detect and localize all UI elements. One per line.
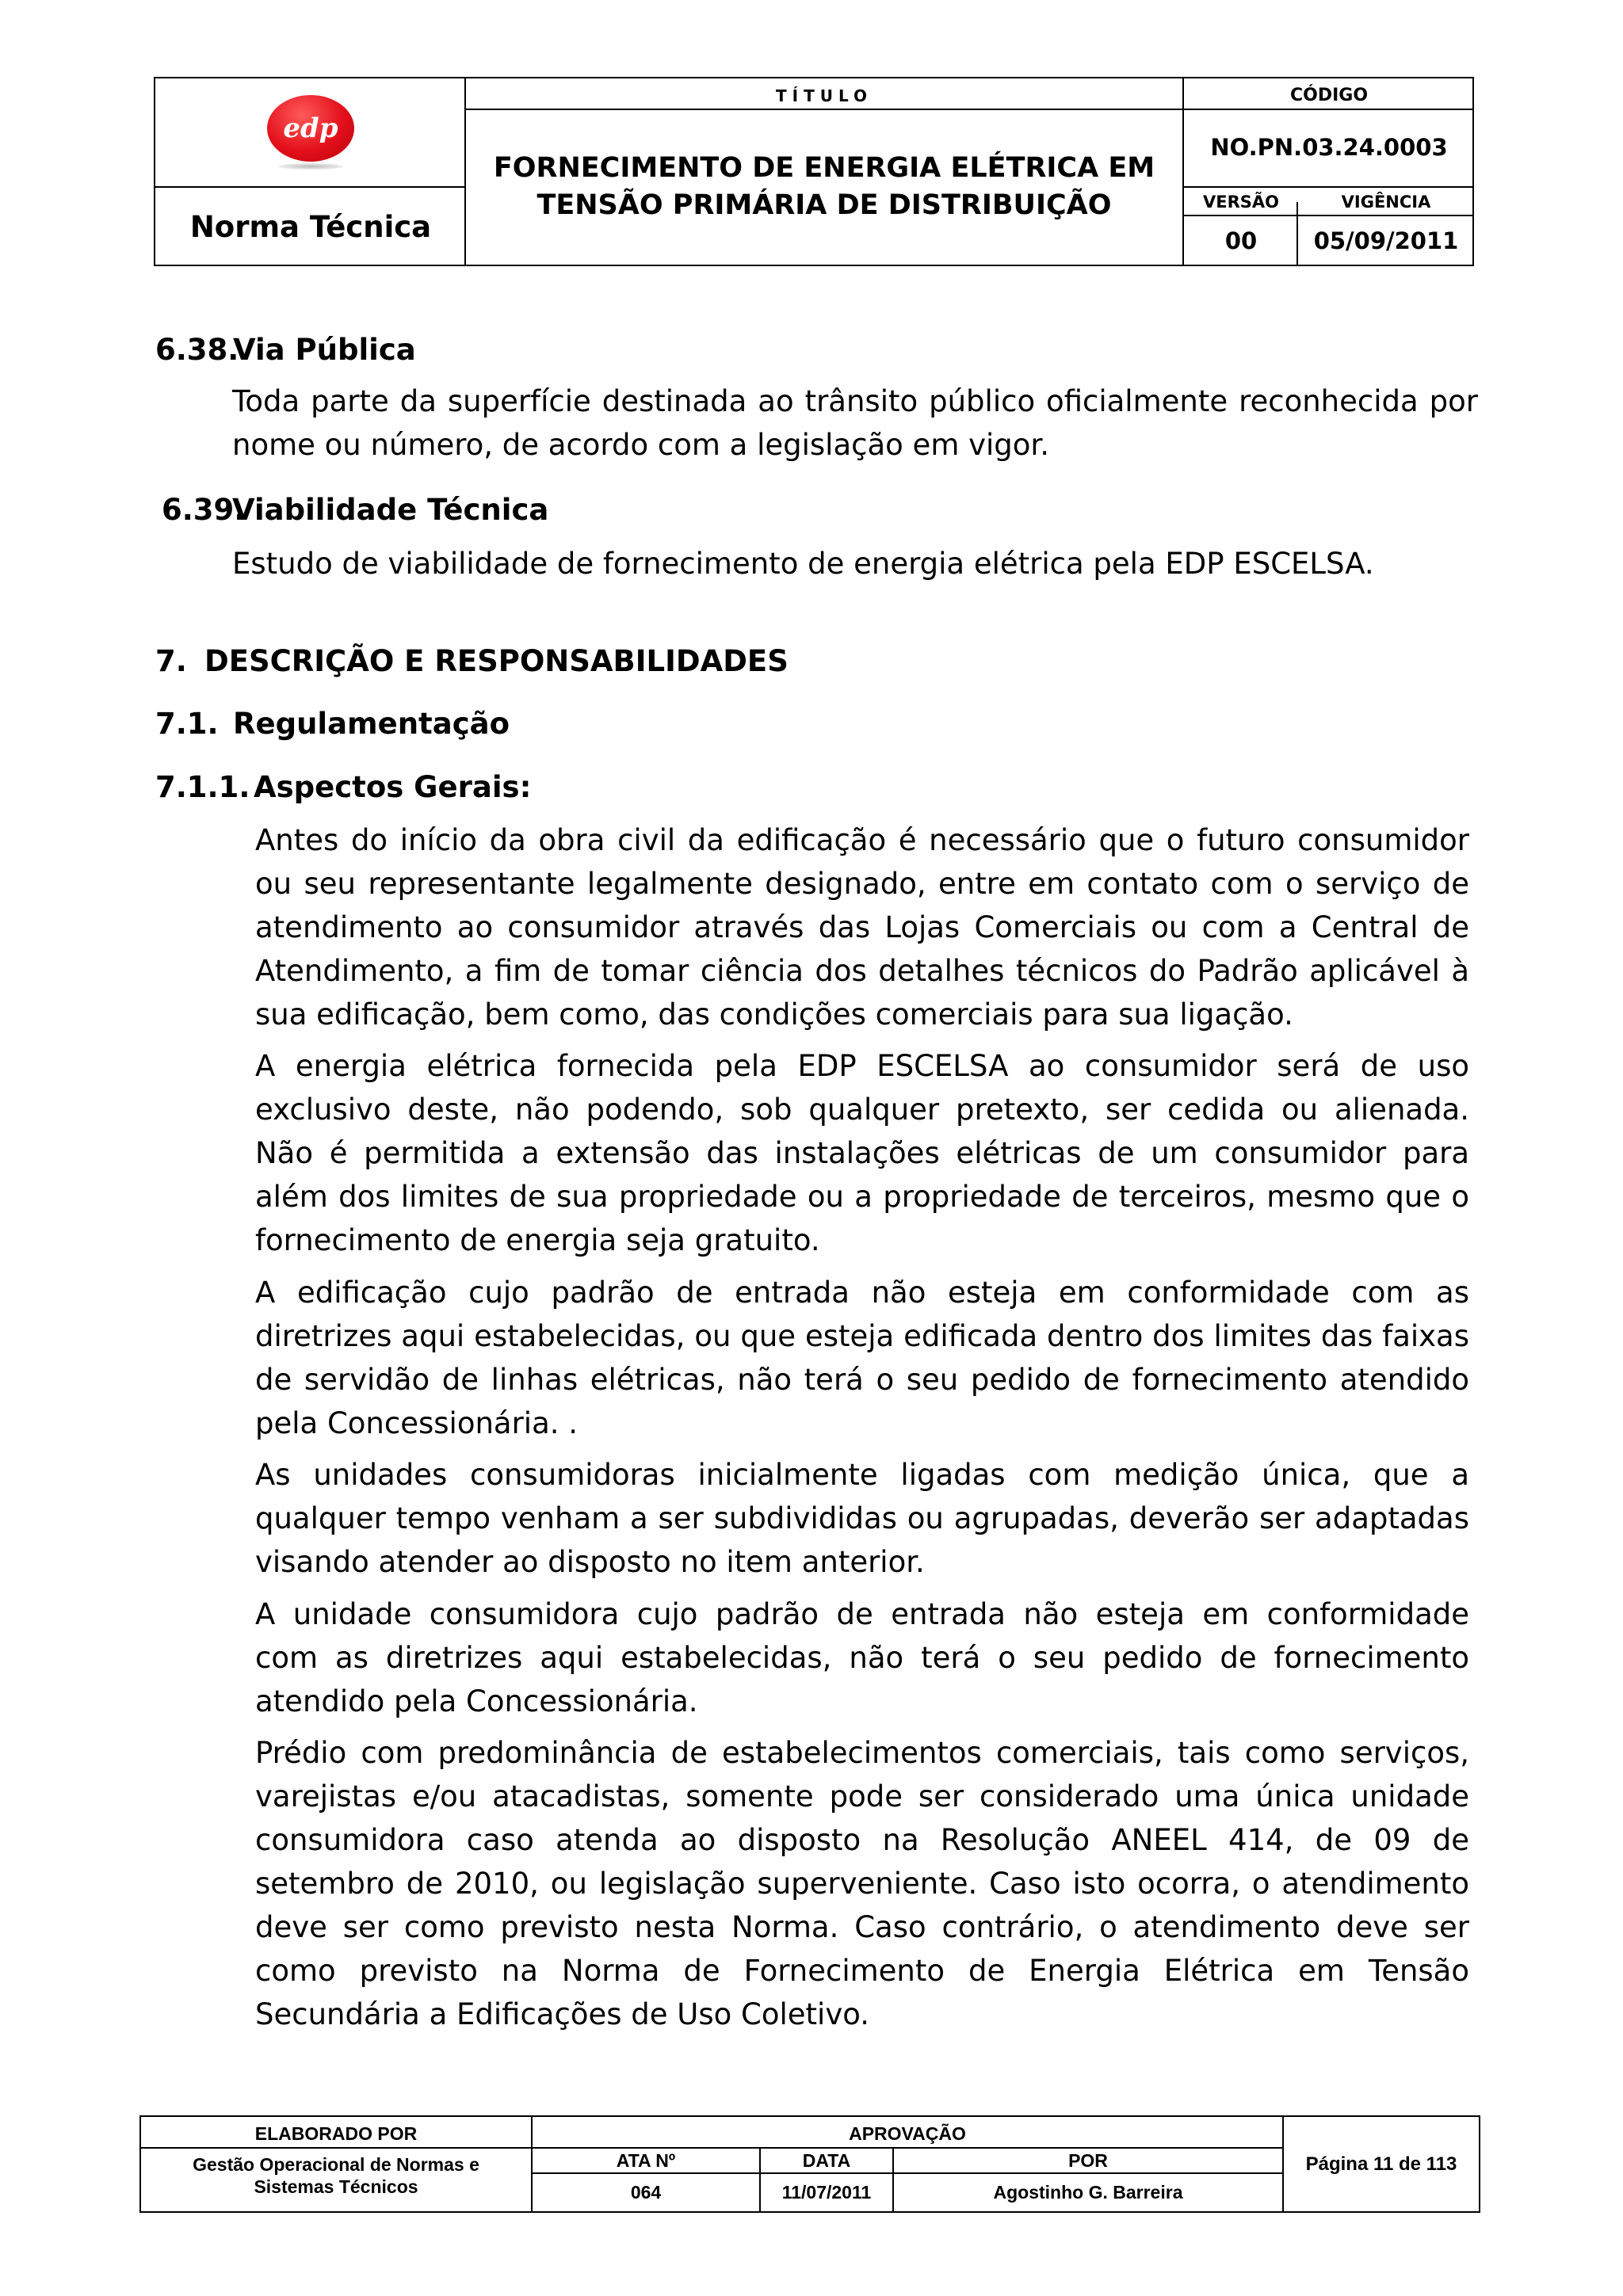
prepared-by: [141, 2153, 531, 2198]
text-line: como previsto na Norma de Fornecimento de Energia Elétrica em Tensão: [255, 1954, 1469, 1988]
text-line: nome ou número, de acordo com a legislação em vigor.: [232, 428, 1049, 462]
heading-number: 6.38.: [155, 333, 239, 367]
approved-by: Agostinho G. Barreira: [993, 2182, 1183, 2203]
text-line: Estudo de viabilidade de fornecimento de energia elétrica pela EDP ESCELSA.: [232, 547, 1374, 581]
heading-7-1-1: [155, 770, 532, 804]
document-title: [466, 150, 1182, 224]
heading-number: 7.1.1.: [155, 770, 250, 804]
heading-title: Viabilidade Técnica: [232, 493, 549, 527]
version-value: 00: [1224, 227, 1258, 254]
text-line: A unidade consumidora cujo padrão de entrada não esteja em conformidade: [255, 1597, 1469, 1631]
text-line: atendido pela Concessionária.: [255, 1684, 698, 1718]
heading-7: [155, 644, 789, 678]
validity-value: 05/09/2011: [1313, 227, 1459, 254]
date-label: DATA: [802, 2150, 851, 2171]
paragraph: [255, 818, 1469, 1036]
heading-number: 6.39.: [162, 493, 246, 527]
text-line: Toda parte da superfície destinada ao trânsito público oficialmente reconhecida por: [232, 384, 1478, 418]
heading-title: Regulamentação: [233, 707, 510, 741]
approved-by-label: POR: [1068, 2150, 1108, 2171]
text-line: deve ser como previsto nesta Norma. Caso contrário, o atendimento deve ser: [255, 1910, 1469, 1944]
logo-area: [155, 78, 466, 188]
text-line: As unidades consumidoras inicialmente ligadas com medição única, que a: [255, 1458, 1469, 1492]
text-line: A edificação cujo padrão de entrada não esteja em conformidade com as: [255, 1276, 1469, 1310]
text-line: fornecimento de energia seja gratuito.: [255, 1223, 820, 1257]
heading-number: 7.: [155, 644, 187, 678]
text-line: qualquer tempo venham a ser subdivididas ou agrupadas, deverão ser adaptadas: [255, 1501, 1469, 1535]
paragraph: [255, 1731, 1469, 2036]
prepared-by-line-1: Gestão Operacional de Normas e: [193, 2154, 479, 2175]
text-line: Prédio com predominância de estabelecimentos comerciais, tais como serviços,: [255, 1736, 1469, 1770]
text-line: Atendimento, a fim de tomar ciência dos detalhes técnicos do Padrão aplicável à: [255, 954, 1469, 988]
heading-6-38: [155, 333, 416, 367]
paragraph: [255, 1453, 1469, 1584]
validity-label: VIGÊNCIA: [1341, 193, 1431, 212]
document-code: NO.PN.03.24.0003: [1210, 134, 1448, 161]
minutes-number: 064: [630, 2182, 662, 2203]
text-line: sua edificação, bem como, das condições comerciais para sua ligação.: [255, 997, 1293, 1032]
paragraph-6-38: [232, 379, 1478, 467]
paragraph: [255, 1271, 1469, 1445]
heading-7-1: [155, 707, 510, 741]
paragraph: [255, 1592, 1469, 1723]
paragraph-6-39: [232, 542, 1478, 585]
text-line: além dos limites de sua propriedade ou a propriedade de terceiros, mesmo que o: [255, 1180, 1469, 1214]
text-line: atendimento ao consumidor através das Lojas Comerciais ou com a Central de: [255, 910, 1469, 944]
minutes-label: ATA Nº: [616, 2150, 676, 2171]
version-label: VERSÃO: [1203, 193, 1279, 212]
title-label: TÍTULO: [776, 86, 873, 105]
text-line: exclusivo deste, não podendo, sob qualquer pretexto, ser cedida ou alienada.: [255, 1093, 1469, 1127]
text-line: diretrizes aqui estabelecidas, ou que esteja edificada dentro dos limites das faixas: [255, 1319, 1469, 1353]
text-line: com as diretrizes aqui estabelecidas, não terá o seu pedido de fornecimento: [255, 1641, 1469, 1675]
edp-logo: [264, 95, 357, 171]
title-line-2: TENSÃO PRIMÁRIA DE DISTRIBUIÇÃO: [537, 189, 1112, 221]
text-line: visando atender ao disposto no item anterior.: [255, 1545, 925, 1579]
prepared-by-line-2: Sistemas Técnicos: [254, 2176, 418, 2197]
text-line: A energia elétrica fornecida pela EDP ESCELSA ao consumidor será de uso: [255, 1049, 1469, 1083]
approval-date: 11/07/2011: [781, 2182, 872, 2203]
text-line: Não é permitida a extensão das instalações elétricas de um consumidor para: [255, 1136, 1469, 1170]
text-line: consumidora caso atenda ao disposto na Resolução ANEEL 414, de 09 de: [255, 1823, 1469, 1857]
prepared-by-label: ELABORADO POR: [254, 2123, 418, 2144]
text-line: Secundária a Edificações de Uso Coletivo.: [255, 1997, 869, 2031]
heading-number: 7.1.: [155, 707, 219, 741]
paragraph: [255, 1044, 1469, 1262]
heading-title: DESCRIÇÃO E RESPONSABILIDADES: [204, 644, 789, 678]
text-line: pela Concessionária. .: [255, 1406, 579, 1440]
text-line: setembro de 2010, ou legislação superveniente. Caso isto ocorra, o atendimento: [255, 1867, 1469, 1901]
document-footer: [139, 2115, 1480, 2213]
text-line: Antes do início da obra civil da edificação é necessário que o futuro consumidor: [255, 823, 1469, 857]
title-line-1: FORNECIMENTO DE ENERGIA ELÉTRICA EM: [493, 152, 1155, 184]
text-line: de servidão de linhas elétricas, não terá o seu pedido de fornecimento atendido: [255, 1363, 1469, 1397]
heading-title: Via Pública: [233, 333, 416, 367]
approval-label: APROVAÇÃO: [849, 2123, 966, 2144]
document-type: Norma Técnica: [189, 210, 432, 244]
text-line: ou seu representante legalmente designado, entre em contato com o serviço de: [255, 867, 1469, 901]
page-number: Página 11 de 113: [1305, 2153, 1457, 2175]
heading-6-39: [162, 493, 549, 527]
text-line: varejistas e/ou atacadistas, somente pode ser considerado uma única unidade: [255, 1779, 1469, 1814]
edp-logo-text: edp: [283, 113, 338, 144]
code-label: CÓDIGO: [1289, 86, 1369, 105]
heading-title: Aspectos Gerais:: [254, 770, 532, 804]
document-header: [154, 77, 1474, 266]
